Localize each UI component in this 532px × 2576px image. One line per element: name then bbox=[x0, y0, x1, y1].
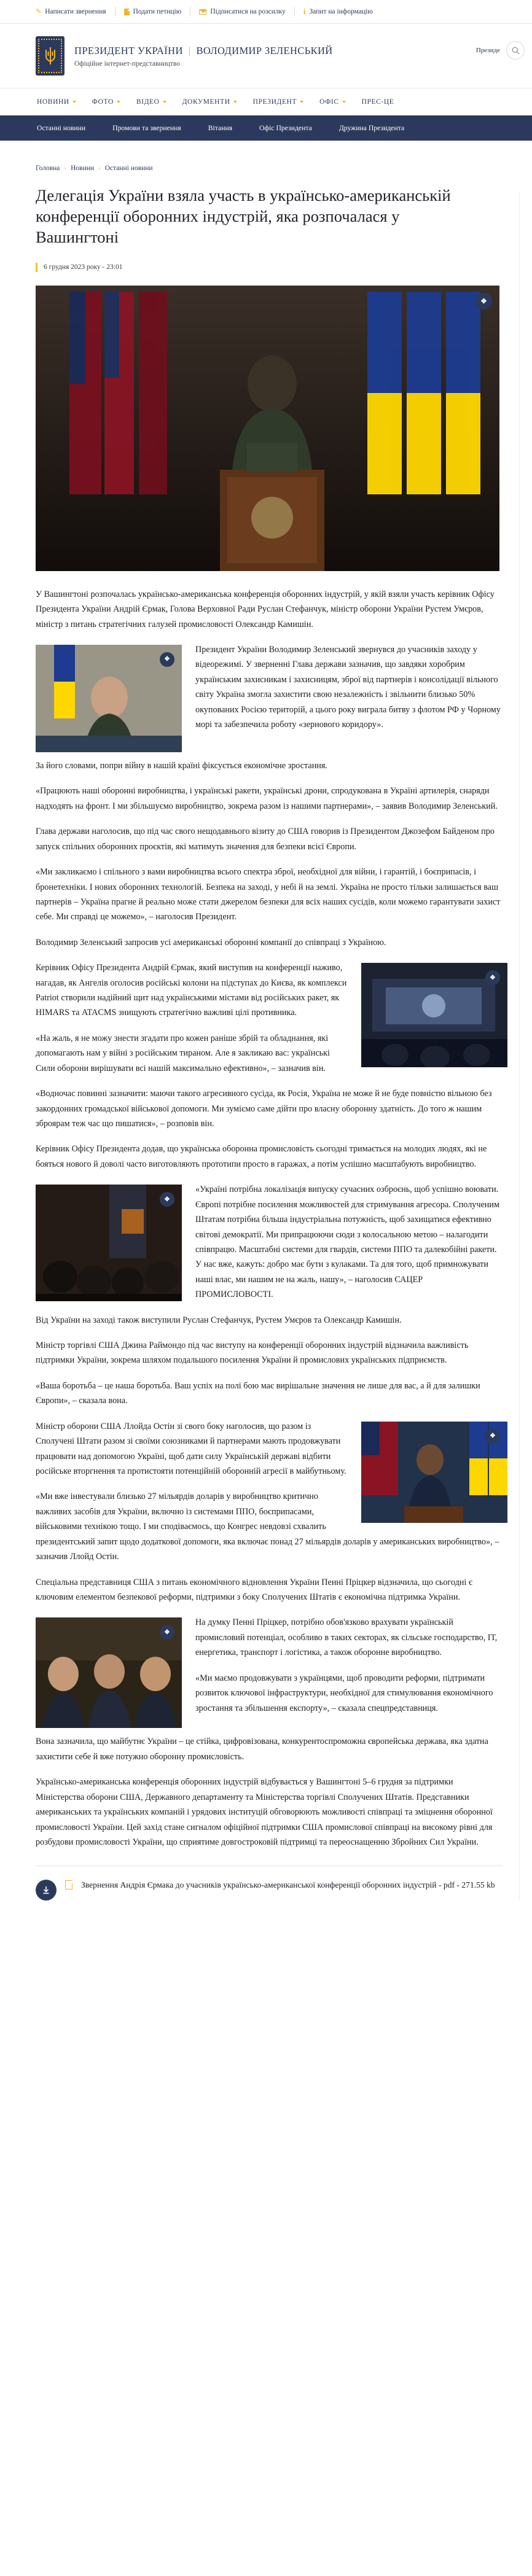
download-attachment-row[interactable] bbox=[36, 1878, 503, 1901]
article-paragraph: «Працюють наші оборонні виробництва, і українські ракети, українські дрони, спродукована в Україні артилерія, снаряди надходять на фронт. І ми збільшуємо виробництво, зокрема разом із нашими партнерами», – заявив Володимир Зеленський. bbox=[36, 786, 498, 811]
utility-bar-inner bbox=[0, 7, 532, 17]
masthead-right bbox=[476, 41, 525, 60]
breadcrumb-separator-icon: › bbox=[98, 165, 101, 172]
inline-photo-wrapper bbox=[361, 963, 507, 1067]
breadcrumb-item-current: Останні новини bbox=[104, 165, 153, 172]
hero-photo[interactable] bbox=[36, 286, 499, 571]
nav-item-press-center[interactable] bbox=[362, 98, 394, 106]
page-title: Делегація України взяла участь в українсько-американській конференції оборонних індустрій, яка розпочалася у Вашингтоні bbox=[36, 186, 451, 246]
subnav-item-first-lady[interactable]: Дружина Президента bbox=[338, 124, 405, 132]
expand-photo-button[interactable]: ✥ bbox=[475, 293, 492, 309]
download-icon[interactable] bbox=[36, 1880, 57, 1901]
utility-link-label: Підписатися на розсилку bbox=[210, 8, 286, 15]
article-content bbox=[0, 165, 532, 1901]
inline-photo-wrapper bbox=[36, 645, 182, 752]
article-paragraph: Міністр торгівлі США Джина Раймондо під час виступу на конференції оборонних індустрій відзначила важливість підтримки України, зокрема шляхом подальшого посилення України й промислових українських підприємств. bbox=[36, 1341, 469, 1366]
nav-item-office[interactable] bbox=[319, 98, 345, 106]
expand-photo-button[interactable]: ✥ bbox=[485, 1429, 500, 1444]
search-icon[interactable] bbox=[506, 41, 525, 60]
expand-photo-button[interactable]: ✥ bbox=[160, 1625, 174, 1640]
article-paragraph: Керівник Офісу Президента Андрій Єрмак, який виступив на конференції наживо, нагадав, як Ангелів оголосив російські колони на підступах до Києва, як комплекси Patriot створили надійний щит над українськими містами від російських ракет, як HIMARS та ATACMS знищують стратегічно важливі цілі противника. bbox=[36, 963, 347, 1018]
article-paragraph: Глава держави наголосив, що під час свого нещодавнього візиту до США говорив із Президентом Джозефом Байденом про запуск спільних оборонних проєктів, які матимуть значення для безпеки всієї Європи. bbox=[36, 827, 495, 852]
nav-item-label: ПРЕЗИДЕНТ bbox=[252, 98, 297, 106]
utility-link-appeal[interactable] bbox=[36, 8, 115, 15]
article-paragraph: «Україні потрібна локалізація випуску сучасних озброєнь, щоб успішно воювати. Європі потрібне посилення можливостей для стримування агресора. Сполученим Штатам потрібна більша індустріальна потужність, щоб захищатися ефективно світові демократії. Ми припрацюючи сюди з колосальною метою – налагодити співпрацю. Масштабні системи для гвардів, системи ППО та далекобійні ракети. У нас вже, кажуть: добро має бути з кулаками. Та для того, щоб примножувати наші влас, ми нашим не на жаль, нашу», – наголосив САЦЕР ПРОМИСЛОВОСТІ. bbox=[195, 1185, 499, 1300]
article-paragraph: Керівник Офісу Президента додав, що українська оборонна промисловість сьогодні тримається на молодих людях, які не бояться нового й доволі часто виготовляють прототипи просто в гаражах, а потім успішно масштабують виробництво. bbox=[36, 1144, 487, 1169]
article-paragraph: «Ваша боротьба – це наша боротьба. Ваш успіх на полі бою має вирішальне значення не лише для вас, а й для залишки Європи», – сказала вона. bbox=[36, 1380, 480, 1406]
article-paragraph: Вона зазначила, що майбутнє України – це стійка, цифровізована, конкурентоспроможна європейська держава, яка здатна захистити себе й вже потужно оборонну промисловість. bbox=[36, 1737, 488, 1762]
chevron-down-icon bbox=[117, 101, 120, 103]
article-paragraph: «Ми вже інвестували близько 27 мільярдів доларів у виробництво критично важливих засобів для України, включно із системами ППО, боєприпасами, військовими технікою тощо. І ми сподіваємось, що Конгрес невдовзі схвалить президентський запит щодо додаткової допомоги, яка включає понад 27 мільярдів доларів у американських виробництво», – зазначив Ллойд Остін. bbox=[36, 1492, 499, 1562]
chevron-down-icon bbox=[72, 101, 76, 103]
article-paragraph: «На жаль, я не можу знести згадати про кожен раніше збрій та обладнання, які допомагають нам у війні з російським тираном. Але я закликаю вас: українські Сили оборони вирішувати всі нашій максимально ефективно», – зазначив він. bbox=[36, 1033, 330, 1073]
masthead-titles bbox=[74, 45, 333, 68]
article-paragraph: Спеціальна представниця США з питань економічного відновлення України Пенні Пріцкер відзначила, що сьогодні є ключовим елементом безпекової реформи, підтримки з боку Сполучених Штатів є економічна підтримка України. bbox=[36, 1577, 472, 1602]
article-paragraph: За його словами, попри війну в нашій країні фіксується економічне зростання. bbox=[36, 760, 327, 771]
site-title-left: ПРЕЗИДЕНТ УКРАЇНИ bbox=[74, 44, 183, 56]
masthead-right-label: Президе bbox=[475, 47, 500, 54]
pencil-icon: ✎ bbox=[36, 7, 42, 15]
article-paragraph: «Ми закликаємо і спільного з вами виробництва всього спектра зброї, необхідної для війни, і гарантій, і боєприпасів, і бронетехніки. І нових оборонних технологій. Безпека на заході, у небі й на землі. Україна не просто тільки залишається ваш партнерів – Україна прагне й реально може стати джерелом безпеки для всіх наших сусідів, коли можемо гарантувати захист себе. Ми справді це можемо», – наголосив Президент. bbox=[36, 867, 501, 922]
nav-item-label: ФОТО bbox=[92, 98, 114, 106]
article-paragraph: Міністр оборони США Ллойда Остін зі свого боку наголосив, що разом із Сполучені Штати разом зі своїми союзниками й партнерами мають продовжувати працювати над допомогою Україні, щоб дати силу Українській державі відбити російське вторгнення та протистояти потенційній оборонній агресії в майбутньому. bbox=[36, 1421, 346, 1477]
nav-item-video[interactable] bbox=[136, 98, 166, 106]
paragraph-block-with-photo bbox=[36, 1182, 507, 1312]
nav-item-documents[interactable] bbox=[182, 98, 237, 106]
article-date-text: 6 грудня 2023 року - 23:01 bbox=[44, 263, 123, 271]
pdf-file-icon bbox=[65, 1880, 72, 1889]
article-paragraph: Володимир Зеленський запросив усі американські оборонні компанії до співпраці з Україною. bbox=[36, 937, 386, 948]
expand-photo-button[interactable]: ✥ bbox=[485, 970, 500, 985]
site-title-separator: | bbox=[188, 44, 191, 56]
masthead bbox=[0, 24, 532, 88]
article-paragraph: «Водночас повинні зазначити: маючи такого агресивного сусіда, як Росія, Україна не може й не буде повністю вільною без закордонних громадської військової допомоги. Ми зуміємо саме дійти про власну оборонну здатність. До того ж нашим зброярам теж час що пишатися», – розповів він. bbox=[36, 1089, 492, 1129]
utility-link-label: Подати петицію bbox=[133, 8, 182, 15]
utility-link-info-request[interactable] bbox=[303, 7, 381, 17]
inline-photo-wrapper bbox=[36, 1185, 182, 1301]
chevron-down-icon bbox=[342, 101, 346, 103]
subnav-item-greetings[interactable]: Вітання bbox=[208, 124, 233, 132]
article-paragraph: «Ми маємо продовжувати з українцями, щоб проводити реформи, підтримати розвиток ключової інфраструктури, необхідної для стимулювання економічного зростання та збільшення експорту», – сказала спецпредставниця. bbox=[195, 1673, 493, 1713]
article-date bbox=[36, 263, 507, 272]
nav-item-label: ПРЕС-ЦЕ bbox=[361, 98, 394, 106]
article-paragraph: На думку Пенні Пріцкер, потрібно обов'язково врахувати українській промисловий потенціал, особливо в таких секторах, як сільське господарство, ІТ, енергетика, транспорт і логістика, а також оборонне виробництво. bbox=[195, 1617, 498, 1658]
nav-item-news[interactable] bbox=[37, 98, 76, 106]
download-glyph bbox=[42, 1886, 50, 1894]
breadcrumb bbox=[36, 165, 507, 172]
site-subtitle: Офіційне інтернет-представництво bbox=[74, 60, 181, 68]
site-title-right: ВОЛОДИМИР ЗЕЛЕНСЬКИЙ bbox=[196, 44, 333, 56]
envelope-icon bbox=[199, 9, 206, 15]
masthead-inner bbox=[0, 36, 532, 76]
inline-photo-wrapper bbox=[36, 1617, 182, 1728]
hero-photo-wrapper bbox=[36, 286, 499, 571]
nav-item-label: ОФІС bbox=[319, 98, 339, 106]
paragraph-block-with-photo bbox=[36, 642, 507, 758]
info-icon: i bbox=[303, 7, 306, 16]
paragraph-block-with-photo bbox=[36, 1419, 507, 1575]
utility-link-subscribe[interactable] bbox=[199, 8, 294, 15]
utility-link-label: Написати звернення bbox=[45, 8, 106, 15]
utility-bar bbox=[0, 0, 532, 24]
document-icon bbox=[124, 9, 130, 15]
date-accent-bar bbox=[36, 263, 37, 272]
subnav-item-presidents-office[interactable]: Офіс Президента bbox=[259, 124, 312, 132]
utility-link-petition[interactable] bbox=[124, 8, 190, 15]
article-paragraph: Українсько-американська конференція оборонних індустрій відбувається у Вашингтоні 5–6 грудня за підтримки Міністерства оборони США, Державного департаменту та Міністерства торгівлі Сполучених Штатів. Представники американських та українських компаній і урядових інституцій обговорюють можливості співпраці та зміцнення оборонної промисловості України. Цей захід стане сигналом офіційної підтримки США промислової співпраці на високому рівні для розбудови промисловості України, що сприятиме довгостроковій підтримці та переоснащенню Збройних Сил України. bbox=[36, 1777, 493, 1847]
site-title bbox=[74, 45, 333, 57]
breadcrumb-item-news[interactable]: Новини bbox=[71, 165, 95, 172]
search-glyph bbox=[512, 47, 520, 55]
inline-photo-wrapper bbox=[361, 1422, 507, 1523]
paragraph-block-with-photo bbox=[36, 960, 507, 1142]
expand-photo-button[interactable]: ✥ bbox=[160, 652, 174, 667]
trident-glyph bbox=[44, 47, 57, 65]
ukraine-trident-emblem-icon[interactable] bbox=[36, 36, 65, 76]
sub-navigation bbox=[0, 115, 532, 141]
chevron-down-icon bbox=[163, 101, 166, 103]
breadcrumb-item-home[interactable]: Головна bbox=[36, 165, 60, 172]
paragraph-block-with-photo bbox=[36, 1615, 507, 1734]
chevron-down-icon bbox=[300, 101, 303, 103]
main-navigation-inner bbox=[0, 98, 394, 106]
article-paragraph: Від України на заході також виступили Руслан Стефанчук, Рустем Умєров та Олександр Камишін. bbox=[36, 1315, 402, 1325]
article-paragraph: У Вашингтоні розпочалась українсько-американська конференція оборонних індустрій, у якій взяли участь керівник Офісу Президента України Андрій Єрмак, Голова Верховної Ради Руслан Стефанчук, міністр оборони України Рустем Умєров, міністр з питань стратегічних галузей промисловості Олександр Камишін. bbox=[36, 589, 495, 629]
utility-link-label: Запит на інформацію bbox=[309, 8, 373, 15]
breadcrumb-separator-icon: › bbox=[64, 165, 67, 172]
nav-item-president[interactable] bbox=[253, 98, 304, 106]
article-paragraph: Президент України Володимир Зеленський звернувся до учасників заходу у відеорежимі. У зверненні Глава держави зазначив, що завдяки хоробрим українським захисникам і захисницям, зброї від партнерів і консолідації вільного світу Україна змогла захистити свою незалежність і звільнити близько 50% окупованих Росією територій, а цього року виграла битву з флотом РФ у Чорному морі та забезпечила роботу «зернового коридору». bbox=[195, 644, 501, 730]
nav-item-label: ВІДЕО bbox=[136, 98, 160, 106]
nav-item-label: ДОКУМЕНТИ bbox=[182, 98, 230, 106]
nav-item-photo[interactable] bbox=[92, 98, 120, 106]
main-navigation bbox=[0, 88, 532, 115]
subnav-item-speeches[interactable]: Промови та звернення bbox=[112, 124, 181, 132]
utility-divider bbox=[294, 7, 295, 17]
subnav-item-latest-news[interactable]: Останні новини bbox=[37, 124, 86, 132]
download-link-label[interactable]: Звернення Андрія Єрмака до учасників українсько-американської конференції оборонних індустрій - pdf - 271.55 kb bbox=[81, 1880, 495, 1890]
chevron-down-icon bbox=[233, 101, 237, 103]
expand-photo-button[interactable]: ✥ bbox=[160, 1192, 174, 1207]
sub-navigation-inner bbox=[0, 124, 404, 132]
nav-item-label: НОВИНИ bbox=[37, 98, 69, 106]
